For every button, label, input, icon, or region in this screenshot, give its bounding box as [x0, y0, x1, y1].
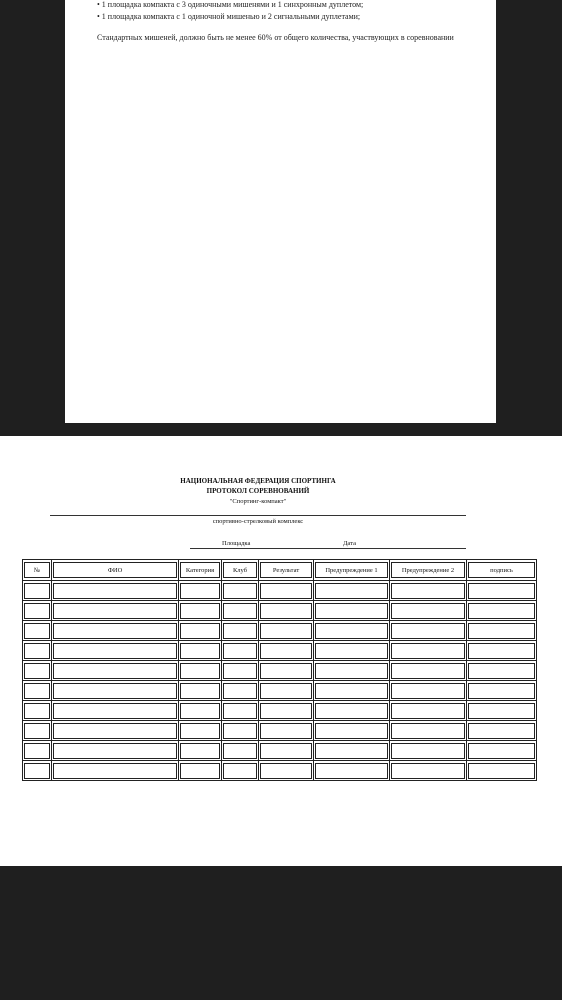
table-cell — [314, 641, 390, 661]
bullet-item-2: • 1 площадка компакта с 1 одиночной мишенью и 2 сигнальными дуплетами; — [97, 12, 361, 21]
table-cell — [179, 761, 222, 781]
table-cell — [314, 681, 390, 701]
table-row — [23, 701, 537, 721]
table-cell — [259, 581, 314, 601]
table-row — [23, 741, 537, 761]
table-cell — [52, 761, 179, 781]
table-cell — [222, 601, 259, 621]
table-cell — [259, 641, 314, 661]
table-cell — [222, 741, 259, 761]
table-row — [23, 621, 537, 641]
table-row — [23, 601, 537, 621]
table-cell — [52, 621, 179, 641]
column-header: ФИО — [52, 560, 179, 581]
standard-targets-paragraph: Стандартных мишеней, должно быть не менее 60% от общего количества, участвующих в соревновании — [97, 33, 454, 42]
table-cell — [314, 581, 390, 601]
field-label: Площадка — [222, 540, 251, 547]
table-cell — [179, 641, 222, 661]
table-cell — [222, 681, 259, 701]
date-label: Дата — [343, 540, 356, 547]
protocol-title: ПРОТОКОЛ СОРЕВНОВАНИЙ — [206, 487, 310, 495]
table-cell — [52, 581, 179, 601]
column-header: подпись — [467, 560, 537, 581]
table-cell — [23, 621, 52, 641]
field-date-underline — [190, 548, 466, 549]
table-cell — [259, 701, 314, 721]
table-cell — [390, 701, 467, 721]
table-cell — [52, 601, 179, 621]
federation-title: НАЦИОНАЛЬНАЯ ФЕДЕРАЦИЯ СПОРТИНГА — [180, 477, 336, 485]
table-cell — [390, 581, 467, 601]
table-cell — [23, 741, 52, 761]
table-cell — [259, 741, 314, 761]
table-cell — [314, 621, 390, 641]
table-row — [23, 581, 537, 601]
table-cell — [314, 701, 390, 721]
table-cell — [390, 761, 467, 781]
table-cell — [390, 721, 467, 741]
table-cell — [179, 601, 222, 621]
table-cell — [222, 701, 259, 721]
table-cell — [467, 641, 537, 661]
table-cell — [467, 721, 537, 741]
table-cell — [23, 681, 52, 701]
table-row — [23, 681, 537, 701]
table-cell — [314, 601, 390, 621]
column-header: Предупреждение 1 — [314, 560, 390, 581]
table-cell — [179, 621, 222, 641]
table-cell — [314, 661, 390, 681]
table-cell — [222, 621, 259, 641]
table-cell — [314, 741, 390, 761]
table-cell — [259, 761, 314, 781]
table-cell — [23, 641, 52, 661]
table-cell — [467, 701, 537, 721]
table-cell — [222, 581, 259, 601]
table-cell — [52, 661, 179, 681]
table-cell — [179, 681, 222, 701]
table-cell — [467, 601, 537, 621]
table-cell — [179, 721, 222, 741]
discipline-title: "Спортинг-компакт" — [229, 498, 287, 505]
column-header: Результат — [259, 560, 314, 581]
table-cell — [179, 701, 222, 721]
table-cell — [222, 641, 259, 661]
table-cell — [467, 681, 537, 701]
table-cell — [52, 681, 179, 701]
column-header: № — [23, 560, 52, 581]
table-cell — [23, 601, 52, 621]
column-header: Клуб — [222, 560, 259, 581]
table-cell — [390, 681, 467, 701]
table-header-row — [23, 560, 537, 581]
table-cell — [179, 661, 222, 681]
table-cell — [259, 661, 314, 681]
table-cell — [179, 581, 222, 601]
column-header: Категория — [179, 560, 222, 581]
table-cell — [390, 641, 467, 661]
table-row — [23, 761, 537, 781]
bullet-item-1: • 1 площадка компакта с 3 одиночными мишенями и 1 синхронным дуплетом; — [97, 0, 364, 9]
table-row — [23, 661, 537, 681]
table-cell — [390, 741, 467, 761]
table-cell — [467, 761, 537, 781]
table-cell — [23, 721, 52, 741]
table-cell — [222, 661, 259, 681]
table-cell — [23, 661, 52, 681]
table-cell — [390, 601, 467, 621]
document-page-1 — [65, 0, 496, 423]
table-cell — [467, 661, 537, 681]
table-cell — [314, 761, 390, 781]
table-cell — [23, 761, 52, 781]
table-cell — [314, 721, 390, 741]
table-cell — [23, 581, 52, 601]
protocol-table — [22, 559, 537, 781]
table-cell — [390, 661, 467, 681]
complex-underline — [50, 515, 466, 516]
table-cell — [179, 741, 222, 761]
table-cell — [259, 681, 314, 701]
table-cell — [23, 701, 52, 721]
table-row — [23, 721, 537, 741]
column-header: Предупреждение 2 — [390, 560, 467, 581]
table-cell — [259, 601, 314, 621]
table-cell — [52, 641, 179, 661]
complex-label: спортивно-стрелковый комплекс — [212, 518, 304, 525]
table-cell — [259, 621, 314, 641]
table-cell — [222, 761, 259, 781]
table-cell — [390, 621, 467, 641]
viewer-background — [0, 866, 562, 1000]
table-cell — [467, 741, 537, 761]
table-cell — [259, 721, 314, 741]
table-cell — [52, 701, 179, 721]
table-cell — [222, 721, 259, 741]
table-row — [23, 641, 537, 661]
table-body — [23, 581, 537, 781]
table-cell — [467, 621, 537, 641]
table-cell — [52, 721, 179, 741]
table-cell — [52, 741, 179, 761]
table-cell — [467, 581, 537, 601]
